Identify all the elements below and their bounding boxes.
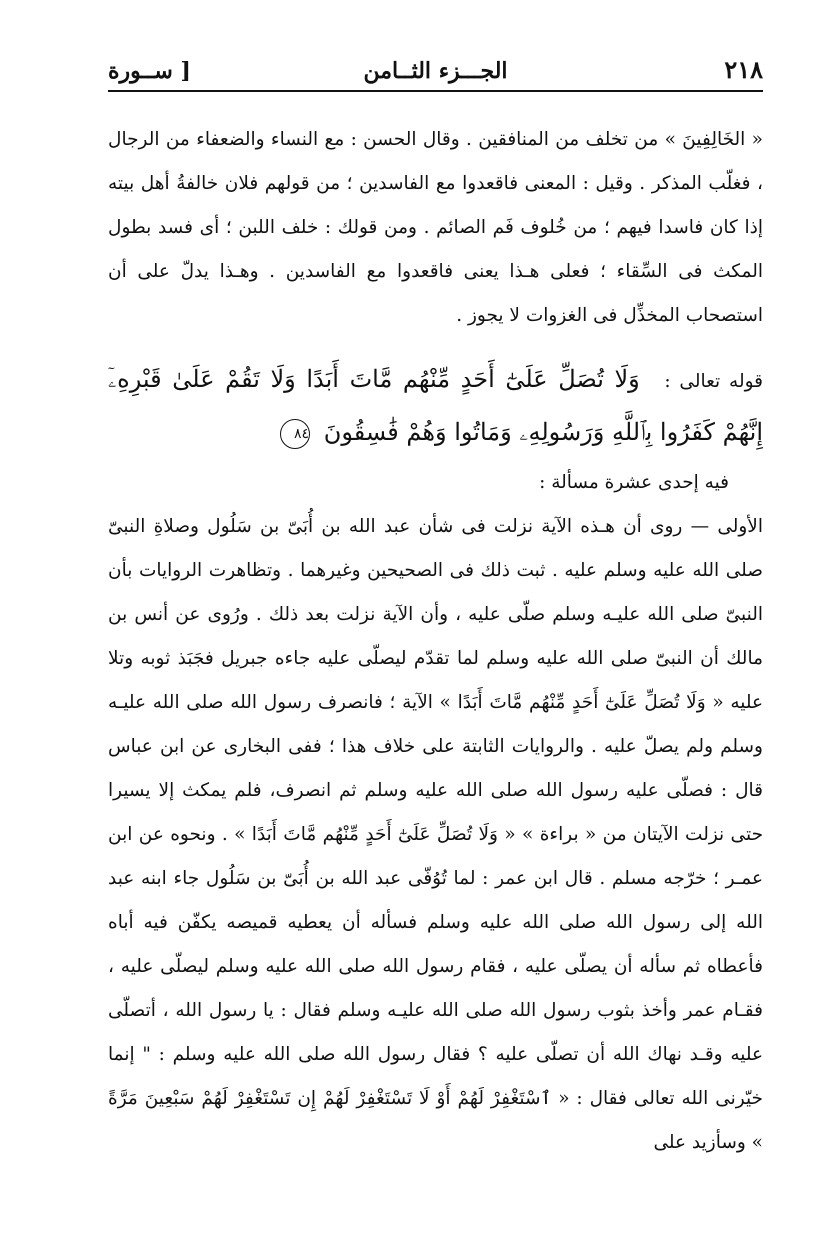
page-header: [108, 40, 763, 92]
issues-heading: فيه إحدى عشرة مسألة :: [539, 472, 729, 493]
book-page: [108, 40, 763, 1220]
verse-line-2: [108, 407, 763, 457]
verse-text-2: إِنَّهُمْ كَفَرُوا بِٱللَّهِ وَرَسُولِهِۦ وَمَاتُوا وَهُمْ فَٰسِقُونَ: [323, 418, 763, 446]
verse-intro: قوله تعالى :: [664, 371, 763, 392]
page-number: ٢١٨: [724, 55, 763, 84]
issue-one-paragraph: الأولى — روى أن هـذه الآية نزلت فى شأن عبد الله بن أُبَىّ بن سَلُول وصلاةِ النبىّ صلى الله عليه وسلم عليه . ثبت ذلك فى الصحيحين وغيرهما . وتظاهرت الروايات بأن النبىّ صلى الله عليـه وسلم صلّى عليه ، وأن الآية نزلت بعد ذلك . ورُوى عن أنس بن مالك أن النبىّ صلى الله عليه وسلم لما تقدّم ليصلّى عليه جاءه جبريل فجَبَذ ثوبه وتلا عليه « وَلَا تُصَلِّ عَلَىٰٓ أَحَدٍ مِّنْهُم مَّاتَ أَبَدًا » الآية ؛ فانصرف رسول الله صلى الله عليـه وسلم ولم يصلّ عليه . والروايات الثابتة على خلاف هذا ؛ ففى البخارى عن ابن عباس قال : فصلّى عليه رسول الله صلى الله عليه وسلم ثم انصرف، فلم يمكث إلا يسيرا حتى نزلت الآيتان من « براءة » « وَلَا تُصَلِّ عَلَىٰٓ أَحَدٍ مِّنْهُم مَّاتَ أَبَدًا » . ونحوه عن ابن عمـر ؛ خرّجه مسلم . قال ابن عمر : لما تُوُفّى عبد الله بن أُبَىّ بن سَلُول جاء ابنه عبد الله إلى رسول الله صلى الله عليه وسلم فسأله أن يعطيه قميصه يكفّن فيه أباه فأعطاه ثم سأله أن يصلّى عليه ، فقام رسول الله صلى الله عليه وسلم ليصلّى عليه ، فقـام عمر وأخذ بثوب رسول الله صلى الله عليـه وسلم فقال : يا رسول الله ، أتصلّى عليه وقـد نهاك الله أن تصلّى عليه ؟ فقال رسول الله صلى الله عليه وسلم : " إنما خيّرنى الله تعالى فقال : « ٱسْتَغْفِرْ لَهُمْ أَوْ لَا تَسْتَغْفِرْ لَهُمْ إِن تَسْتَغْفِرْ لَهُمْ سَبْعِينَ مَرَّةً » وسأزيد على: [108, 516, 763, 1153]
quran-verse: [108, 354, 763, 457]
verse-text-1: وَلَا تُصَلِّ عَلَىٰٓ أَحَدٍ مِّنْهُم مَّاتَ أَبَدًا وَلَا تَقُمْ عَلَىٰ قَبْرِهِۦٓ: [108, 365, 640, 393]
running-title: الجـــزء الثــامن: [363, 58, 508, 84]
commentary-paragraph: « الخَالِفِينَ » من تخلف من المنافقين . وقال الحسن : مع النساء والضعفاء من الرجال ، فغلّب المذكر . وقيل : المعنى فاقعدوا مع الفاسدين ؛ من قولهم فلان خالفةُ أهل بيته إذا كان فاسدا فيهم ؛ من خُلوف فَم الصائم . ومن قولك : خلف اللبن ؛ أى فسد بطول المكث فى السِّقاء ؛ فعلى هـذا يعنى فاقعدوا مع الفاسدين . وهـذا يدلّ على أن استصحاب المخذِّل فى الغزوات لا يجوز .: [108, 129, 763, 326]
surah-title: [ ســورة: [108, 58, 191, 84]
verse-line-1: [108, 354, 763, 407]
verse-number-badge: ٨٤: [280, 419, 310, 449]
